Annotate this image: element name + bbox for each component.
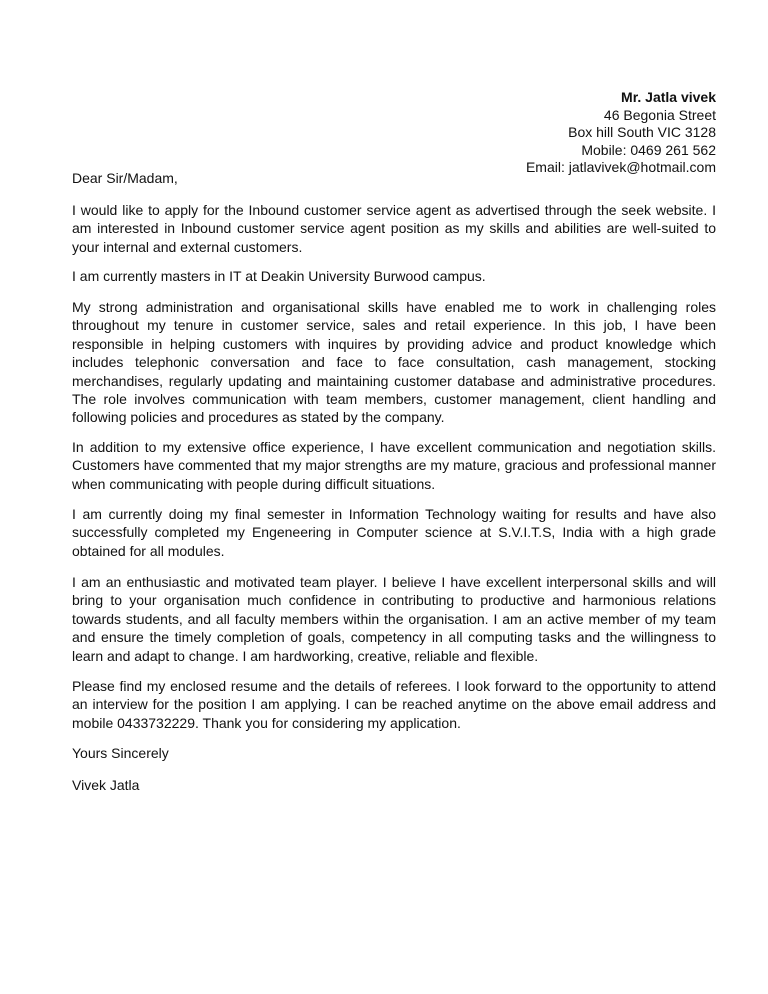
paragraph-communication [72, 438, 716, 493]
paragraph-studies [72, 505, 716, 560]
signature [72, 776, 716, 794]
paragraph-text: In addition to my extensive office experience, I have excellent communication and negotiation skills. Customers have commented that my major strengths are my mature, gracious and professional manner when communicating with people during difficult situations. [72, 439, 716, 492]
paragraph-text: My strong administration and organisational skills have enabled me to work in challenging roles throughout my tenure in customer service, sales and retail experience. In this job, I have been responsible in helping customers with inquires by providing advice and product knowledge which includes telephonic conversation and face to face consultation, cash management, stocking merchandises, regularly updating and maintaining customer database and administrative procedures. The role involves communication with team members, customer management, client handling and following policies and procedures as stated by the company. [72, 299, 716, 426]
paragraph-text: I am an enthusiastic and motivated team player. I believe I have excellent interpersonal skills and will bring to your organisation much confidence in contributing to productive and harmonious relations towards students, and all faculty members within the organisation. I am an active member of my team and ensure the timely completion of goals, competency in all computing tasks and the willingness to learn and adapt to change. I am hardworking, creative, reliable and flexible. [72, 574, 716, 664]
paragraph-text: I would like to apply for the Inbound customer service agent as advertised through the seek website. I am interested in Inbound customer service agent position as my skills and abilities are well-suited to your internal and external customers. [72, 202, 716, 255]
sender-email: Email: jatlavivek@hotmail.com [525, 159, 716, 175]
signature-text: Vivek Jatla [72, 777, 140, 793]
paragraph-education [72, 267, 716, 285]
closing-text: Yours Sincerely [72, 745, 169, 761]
salutation-text: Dear Sir/Madam, [72, 170, 178, 186]
sender-suburb: Box hill South VIC 3128 [568, 124, 716, 140]
sender-name: Mr. Jatla vivek [621, 89, 716, 105]
paragraph-intro [72, 201, 716, 256]
paragraph-teamwork [72, 573, 716, 665]
sender-street: 46 Begonia Street [603, 106, 716, 123]
sender-mobile: Mobile: 0469 261 562 [581, 141, 716, 158]
paragraph-text: I am currently doing my final semester in Information Technology waiting for results and have also successfully completed my Engeneering in Computer science at S.V.I.T.S, India with a high grade obtained for all modules. [72, 506, 716, 559]
sender-address-block [526, 89, 716, 177]
paragraph-closing-request [72, 677, 716, 732]
salutation [72, 169, 716, 187]
paragraph-text: I am currently masters in IT at Deakin University Burwood campus. [72, 268, 486, 284]
closing [72, 744, 716, 762]
paragraph-text: Please find my enclosed resume and the details of referees. I look forward to the opportunity to attend an interview for the position I am applying. I can be reached anytime on the above email address and mobile 0433732229. Thank you for considering my application. [72, 678, 716, 731]
paragraph-skills [72, 298, 716, 427]
